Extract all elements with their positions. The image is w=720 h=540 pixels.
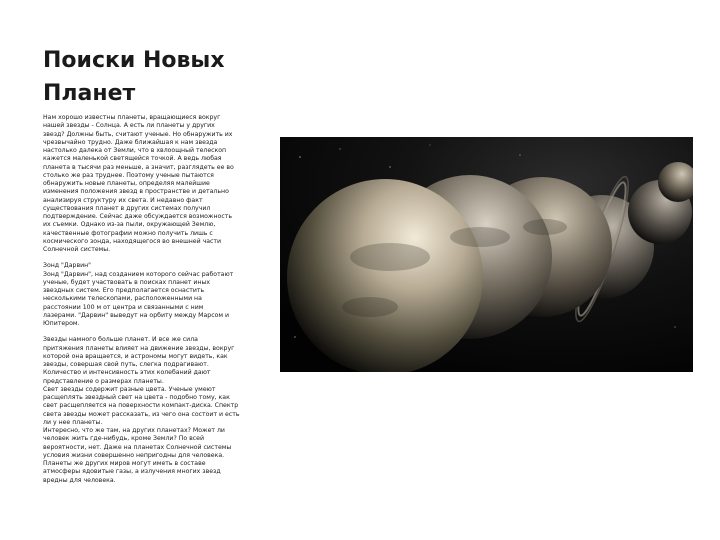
text-line: звезды, совершая свой путь, слегка подрагивают. <box>43 361 209 368</box>
text-line: условия жизни совершенно непригодны для человека. <box>43 451 225 459</box>
text-line: обнаружить новые планеты, определяя малейшие <box>43 180 210 187</box>
text-line: Зонд "Дарвин" <box>43 262 92 270</box>
text-line: звездных систем. Его предполагается оснастить <box>43 287 205 294</box>
text-line: их съемки. Однако из-за пыли, окружающей Землю, <box>43 221 216 229</box>
text-line: которой она вращается, и астрономы могут видеть, как <box>43 352 228 360</box>
text-line: изменения положения звезд в пространстве и детально <box>43 188 229 196</box>
planets-image <box>280 137 693 372</box>
text-line: настолько далека от Земли, что в хвлоощный телескоп <box>43 147 227 154</box>
paragraph-3 <box>43 336 269 485</box>
paragraph-1 <box>43 114 269 254</box>
text-line: Количество и интенсивность этих колебаний дают <box>43 369 211 377</box>
text-line: лазерами. "Дарвин" выведут на орбиту между Марсом и <box>43 311 230 319</box>
text-line: нашей звезды - Солнца. А есть ли планеты у других <box>43 122 215 130</box>
text-line: подтверждение. Сейчас даже обсуждается возможность <box>43 213 232 220</box>
title-line-1: Поиски Новых <box>43 48 225 73</box>
text-line: свет расщепляется на поверхности компакт-диска. Спектр <box>43 402 239 410</box>
text-line: космического зонда, находящегося во внешней части <box>43 237 222 245</box>
text-line: Интересно, что же там, на других планетах? Может ли <box>43 427 225 434</box>
text-line: света звезды может рассказать, из чего она состоит и есть <box>43 410 240 418</box>
paragraph-2 <box>43 262 269 328</box>
text-line: Свет звезды содержит разные цвета. Ученые умеют <box>43 385 216 393</box>
slide-title <box>43 44 303 110</box>
text-line: анализируя структуру их света. И недавно факт <box>43 196 203 204</box>
text-line: человек жить где-нибудь, кроме Земли? По всей <box>43 435 204 443</box>
text-line: вредны для человека. <box>43 476 116 484</box>
text-line: несколькими телескопами, расположенными на <box>43 295 202 303</box>
text-line: расщеплять звездный свет на цвета - подобно тому, как <box>43 394 230 401</box>
text-line: вероятности, нет. Даже на планетах Солнечной системы <box>43 443 232 451</box>
planet-near <box>287 179 483 372</box>
text-line: чрезвычайно трудно. Даже ближайшая к нам звезда <box>43 138 218 146</box>
text-line: кажется маленькой светящейся точкой. А ведь любая <box>43 155 222 163</box>
text-line: звезд? Должны быть, считают ученые. Но обнаружить их <box>43 130 233 138</box>
text-line: притяжения планеты влияет на движение звезды, вокруг <box>43 344 235 352</box>
text-line: расстоянии 100 м от центра и связанными с ним <box>43 303 204 311</box>
text-line: Солнечной системы. <box>43 246 111 253</box>
text-line: планета в тысячи раз меньше, а значит, разглядеть ее во <box>43 163 234 171</box>
body-text <box>43 114 269 493</box>
text-line: Юпитером. <box>43 320 80 327</box>
text-line: Зонд "Дарвин", над созданием которого сейчас работают <box>43 270 234 278</box>
text-line: ученые, будет участвовать в поисках планет иных <box>43 278 210 286</box>
text-line: существования планет в других системах получил <box>43 204 211 212</box>
text-line: столько же раз труднее. Поэтому ученые пытаются <box>43 171 214 179</box>
text-line: ли у нее планеты. <box>43 418 103 426</box>
text-line: представление о размерах планеты. <box>43 377 164 385</box>
text-line: качественные фотографии можно получить лишь с <box>43 229 213 237</box>
text-line: Нам хорошо известны планеты, вращающиеся вокруг <box>43 114 221 121</box>
text-line: атмосферы ядовитые газы, а излучения многих звезд <box>43 468 221 476</box>
text-line: Планеты же других миров могут иметь в составе <box>43 460 206 467</box>
title-line-2: Планет <box>43 81 136 106</box>
text-line: Звезды намного больше планет. И все же сила <box>43 336 198 344</box>
